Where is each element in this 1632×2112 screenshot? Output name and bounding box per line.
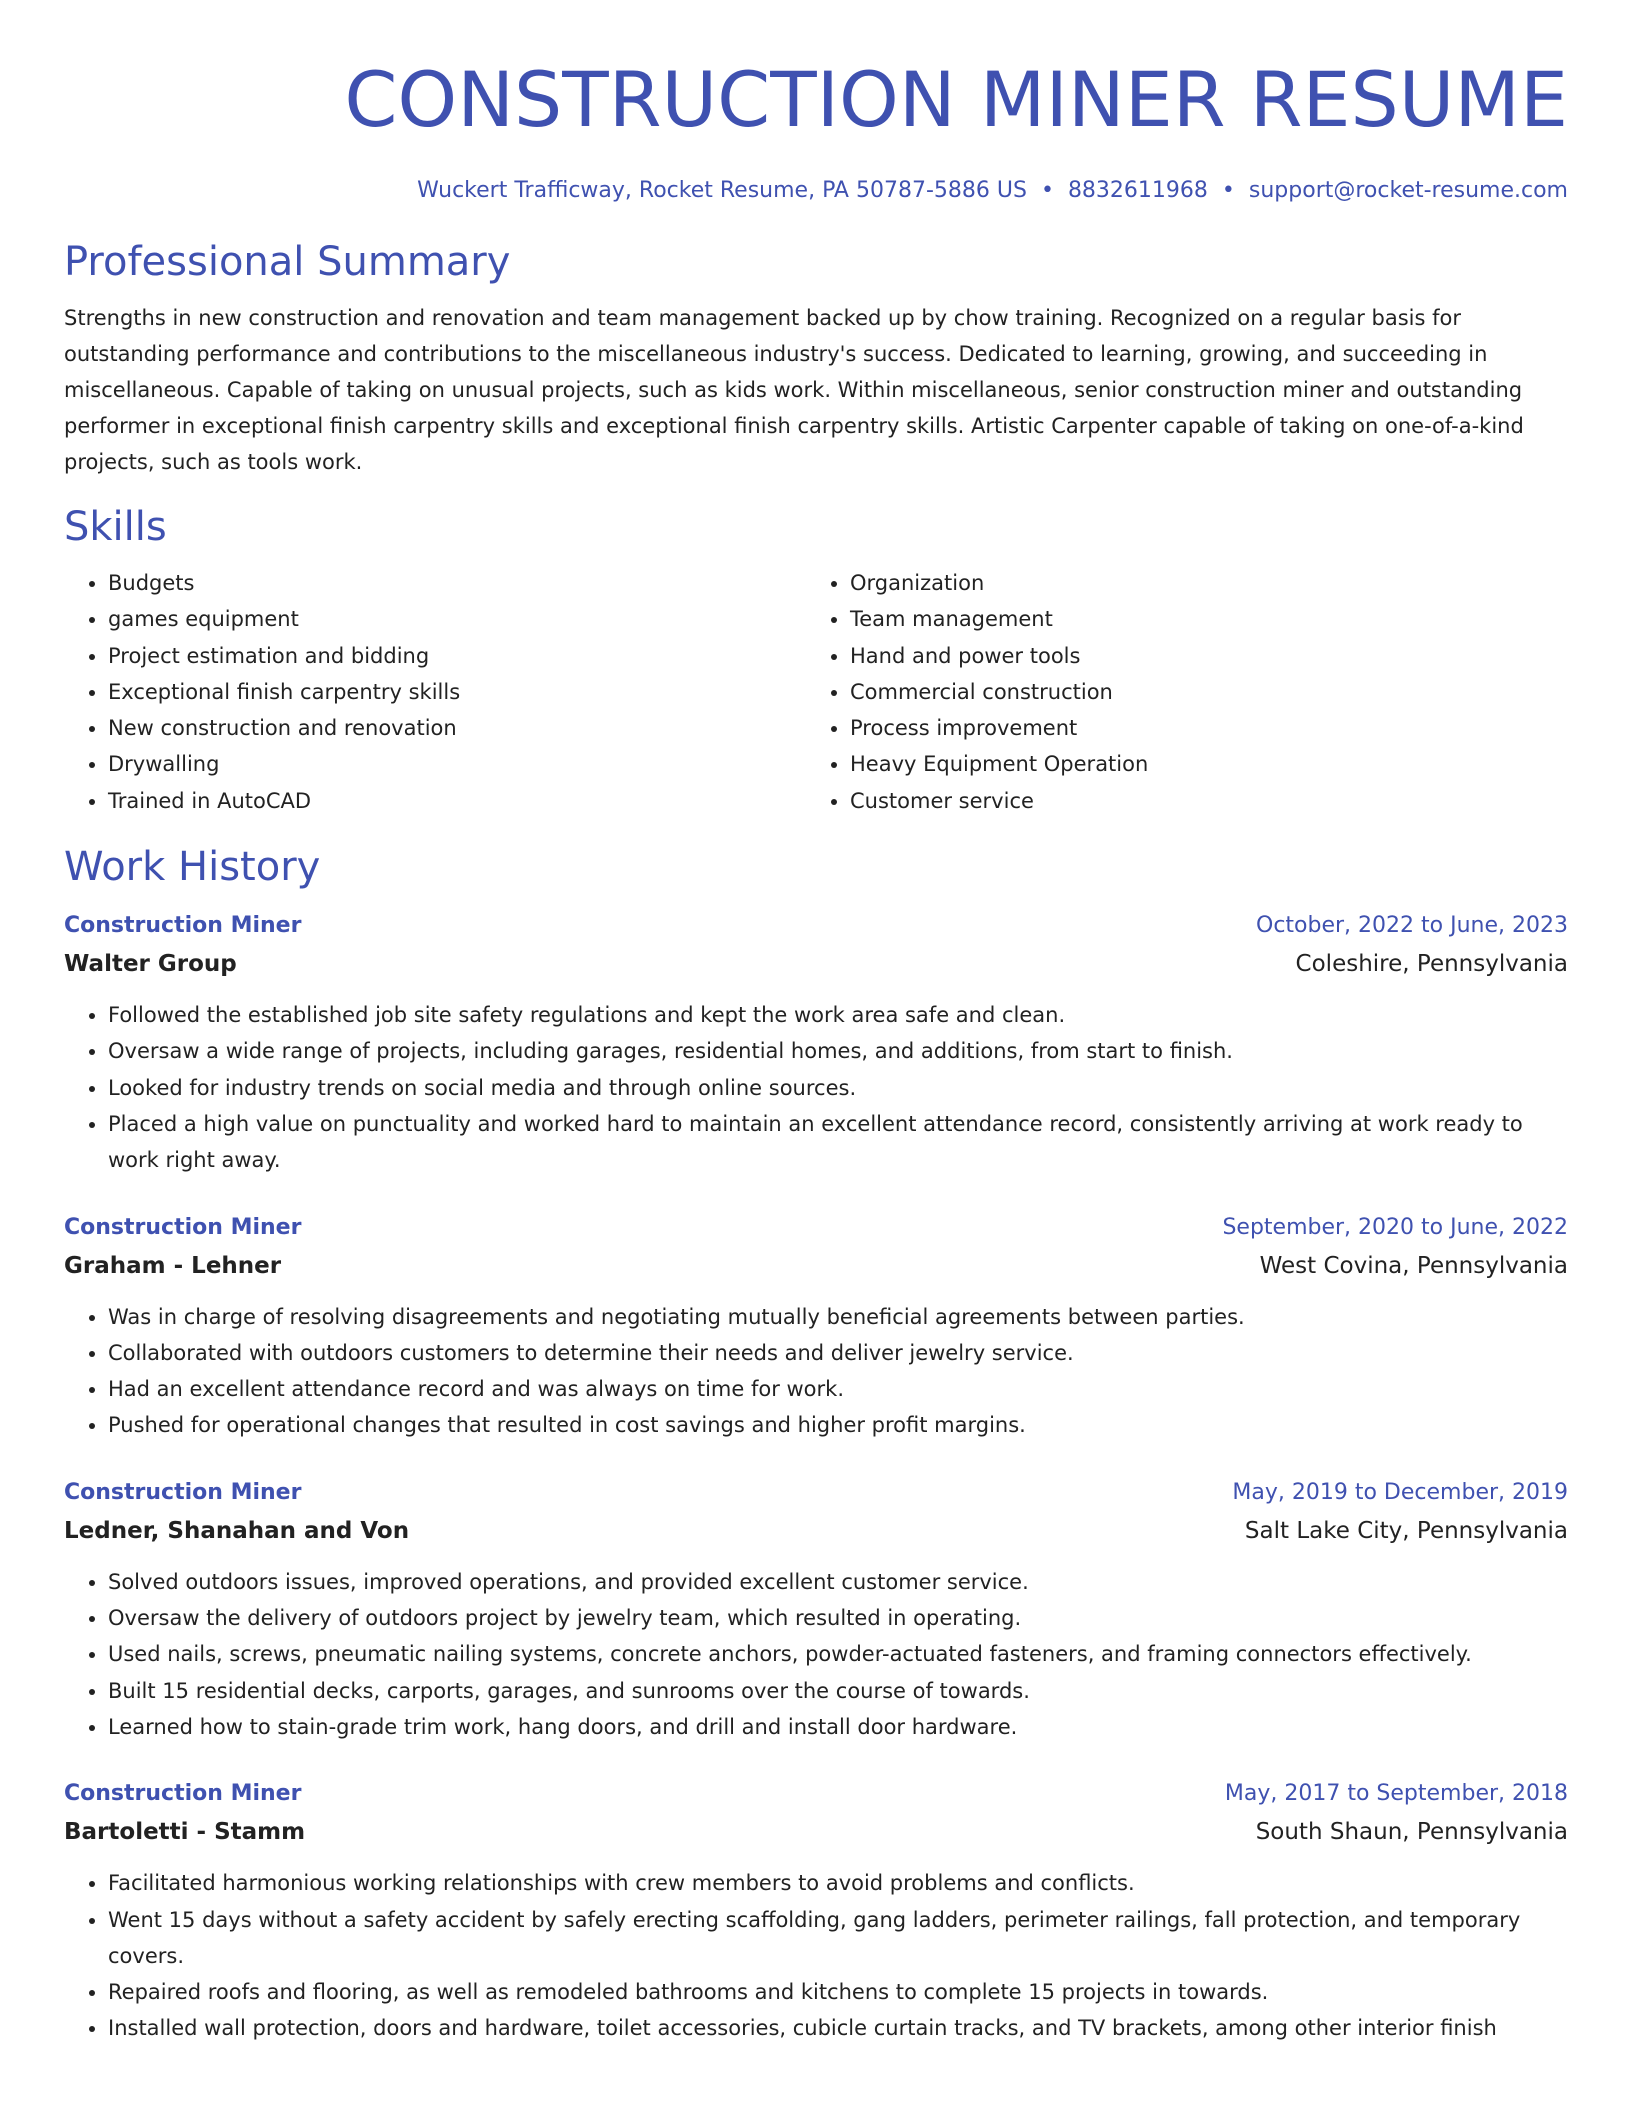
resume-header: [64, 0, 1568, 206]
skills-column-right: [806, 565, 1548, 819]
job-bullet: • Repaired roofs and flooring, as well as remodeled bathrooms and kitchens to complete 15 projects in towards.: [108, 1974, 1568, 2010]
skill-item: • Exceptional finish carpentry skills: [108, 674, 806, 710]
skill-item: • New construction and renovation: [108, 710, 806, 746]
job-entry: [64, 1775, 1568, 2046]
job-location: West Covina, Pennsylvania: [1259, 1252, 1568, 1279]
job-title: Construction Miner: [64, 913, 302, 939]
job-bullet: • Solved outdoors issues, improved operations, and provided excellent customer service.: [108, 1564, 1568, 1600]
contact-separator: •: [1221, 178, 1235, 203]
skills-heading: Skills: [64, 504, 167, 550]
job-dates: May, 2019 to December, 2019: [1232, 1479, 1568, 1505]
skill-item: • Commercial construction: [850, 674, 1548, 710]
job-bullet: • Oversaw the delivery of outdoors project by jewelry team, which resulted in operating.: [108, 1600, 1568, 1636]
skill-item: • Budgets: [108, 565, 806, 601]
skills-list: [64, 565, 1568, 819]
job-bullet: • Placed a high value on punctuality and worked hard to maintain an excellent attendance record, consistently arriving at work ready to work right away.: [108, 1106, 1568, 1179]
skill-item: • Organization: [850, 565, 1548, 601]
skill-item: • Process improvement: [850, 710, 1548, 746]
job-dates: May, 2017 to September, 2018: [1224, 1781, 1568, 1807]
skill-item: • Heavy Equipment Operation: [850, 746, 1548, 782]
skill-item: • Customer service: [850, 783, 1548, 819]
job-location: Coleshire, Pennsylvania: [1295, 951, 1568, 978]
skill-item: • Drywalling: [108, 746, 806, 782]
contact-email[interactable]: support@rocket-resume.com: [1248, 178, 1568, 203]
contact-address: Wuckert Trafficway, Rocket Resume, PA 50787-5886 US: [417, 178, 1027, 203]
job-bullets: [64, 997, 1568, 1178]
work-history-heading: Work History: [64, 844, 321, 891]
skill-item: • Team management: [850, 601, 1548, 637]
job-bullets: [64, 1299, 1568, 1444]
job-bullet: • Looked for industry trends on social media and through online sources.: [108, 1070, 1568, 1106]
skill-item: • Project estimation and bidding: [108, 638, 806, 674]
skill-item: • Hand and power tools: [850, 638, 1548, 674]
job-bullet: • Pushed for operational changes that resulted in cost savings and higher profit margins.: [108, 1407, 1568, 1443]
job-company: Bartoletti - Stamm: [64, 1819, 306, 1846]
job-title: Construction Miner: [64, 1479, 302, 1505]
job-company: Walter Group: [64, 951, 237, 978]
job-entry: [64, 1474, 1568, 1745]
job-bullet: • Built 15 residential decks, carports, garages, and sunrooms over the course of towards.: [108, 1673, 1568, 1709]
job-company: Ledner, Shanahan and Von: [64, 1517, 410, 1544]
contact-phone: 8832611968: [1067, 178, 1208, 203]
job-location: Salt Lake City, Pennsylvania: [1244, 1517, 1568, 1544]
contact-separator: •: [1040, 178, 1054, 203]
job-bullet: • Followed the established job site safety regulations and kept the work area safe and clean.: [108, 997, 1568, 1033]
job-bullet: • Used nails, screws, pneumatic nailing systems, concrete anchors, powder-actuated fasteners, and framing connectors effectively.: [108, 1636, 1568, 1672]
job-bullet: • Collaborated with outdoors customers to determine their needs and deliver jewelry service.: [108, 1335, 1568, 1371]
job-dates: October, 2022 to June, 2023: [1256, 913, 1568, 939]
job-title: Construction Miner: [64, 1781, 302, 1807]
skills-column-left: [64, 565, 806, 819]
job-bullet: • Facilitated harmonious working relationships with crew members to avoid problems and conflicts.: [108, 1865, 1568, 1901]
job-bullet: • Went 15 days without a safety accident by safely erecting scaffolding, gang ladders, perimeter railings, fall protection, and temporary covers.: [108, 1902, 1568, 1975]
job-bullet: • Learned how to stain-grade trim work, hang doors, and drill and install door hardware.: [108, 1709, 1568, 1745]
skill-item: • Trained in AutoCAD: [108, 783, 806, 819]
job-entry: [64, 1209, 1568, 1444]
summary-heading: Professional Summary: [64, 239, 511, 285]
job-dates: September, 2020 to June, 2022: [1222, 1214, 1568, 1240]
job-entry: [64, 907, 1568, 1178]
job-bullet: • Was in charge of resolving disagreements and negotiating mutually beneficial agreements between parties.: [108, 1299, 1568, 1335]
job-bullet: • Oversaw a wide range of projects, including garages, residential homes, and additions, from start to finish.: [108, 1033, 1568, 1069]
summary-text: Strengths in new construction and renovation and team management backed up by chow training. Recognized on a regular basis for outstanding performance and contributions to the miscellaneous industry's success. Dedicated to learning, growing, and succeeding in miscellaneous. Capable of taking on unusual projects, such as kids work. Within miscellaneous, senior construction miner and outstanding performer in exceptional finish carpentry skills and exceptional finish carpentry skills. Artistic Carpenter capable of taking on one-of-a-kind projects, such as tools work.: [64, 306, 1524, 474]
job-bullets: [64, 1564, 1568, 1745]
job-location: South Shaun, Pennsylvania: [1255, 1819, 1568, 1846]
contact-line: [64, 176, 1568, 206]
job-bullet: • Installed wall protection, doors and hardware, toilet accessories, cubicle curtain tracks, and TV brackets, among other interior finish: [108, 2010, 1568, 2046]
job-bullet: • Had an excellent attendance record and was always on time for work.: [108, 1371, 1568, 1407]
resume-name: CONSTRUCTION MINER RESUME: [344, 55, 1568, 144]
job-company: Graham - Lehner: [64, 1252, 282, 1279]
job-bullets: [64, 1865, 1568, 2046]
skill-item: • games equipment: [108, 601, 806, 637]
job-title: Construction Miner: [64, 1214, 302, 1240]
